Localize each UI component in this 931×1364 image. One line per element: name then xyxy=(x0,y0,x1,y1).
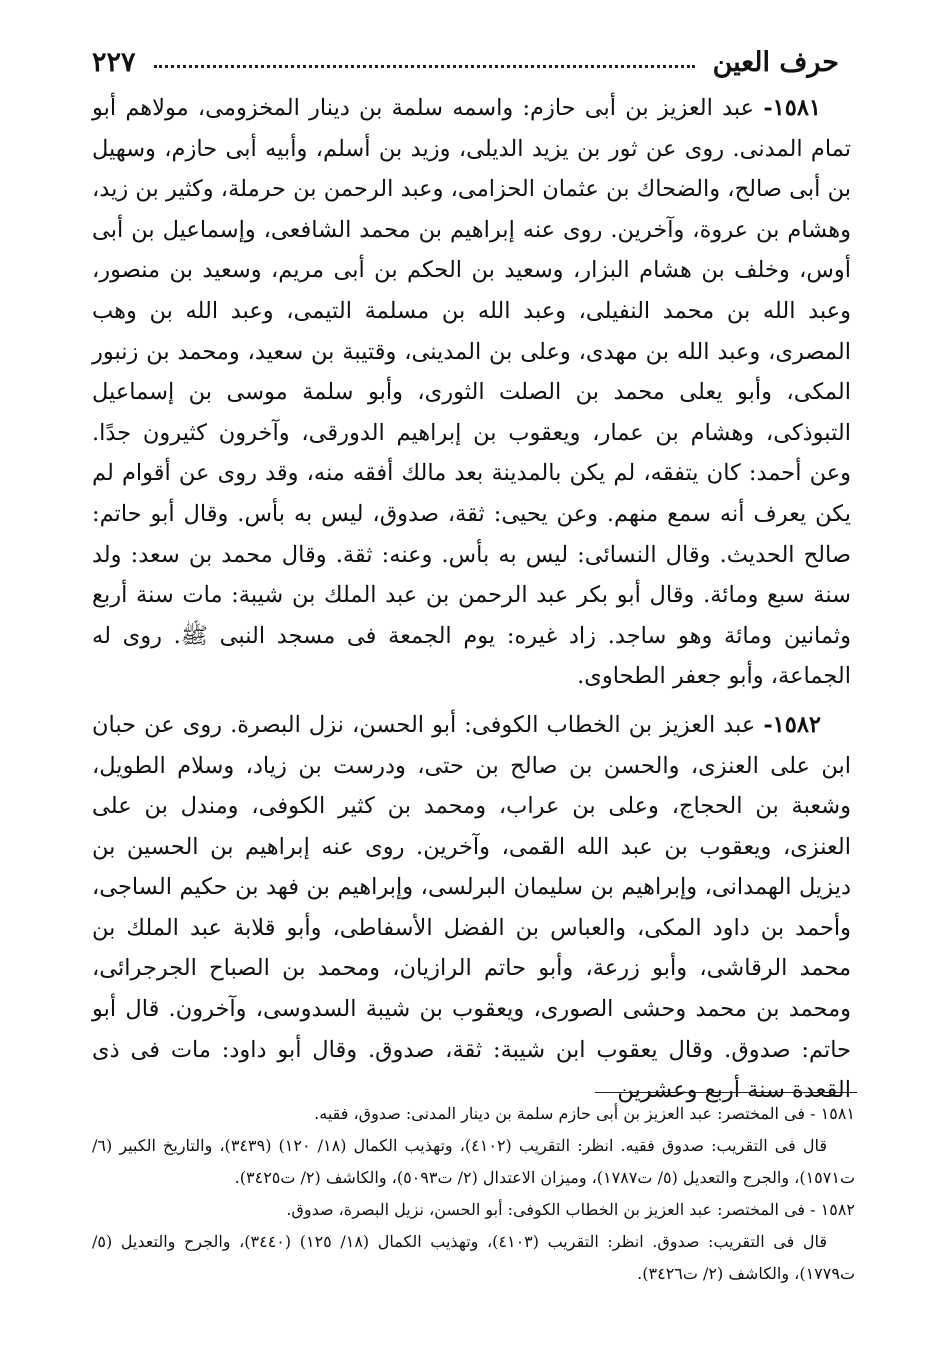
entry-1582 xyxy=(92,705,851,1111)
running-header xyxy=(92,40,839,84)
entry-number: ١٥٨٢- xyxy=(763,711,822,738)
footnotes xyxy=(92,1098,855,1290)
footnote-1582-sources: قال فى التقريب: صدوق. انظر: التقريب (٤١٠٣)، وتهذيب الكمال (١٨/ ١٢٥) (٣٤٤٠)، والجرح والتعديل (٥/ ت١٧٧٩)، والكاشف (٢/ ت٣٤٢٦). xyxy=(92,1232,855,1283)
main-text xyxy=(92,88,851,1119)
footnote-1582: ١٥٨٢ - فى المختصر: عبد العزيز بن الخطاب الكوفى: أبو الحسن، نزيل البصرة، صدوق. xyxy=(286,1200,855,1219)
dotted-leader xyxy=(154,65,695,68)
entry-text: عبد العزيز بن أبى حازم: واسمه سلمة بن دينار المخزومى، مولاهم أبو تمام المدنى. روى عن ثور بن يزيد الديلى، وزيد بن أسلم، وأبيه أبى حازم، وسهيل بن أبى صالح، والضحاك بن عثمان الحزامى، وعبد الرحمن بن حرملة، وكثير بن زيد، وهشام بن عروة، وآخرين. روى عنه إبراهيم بن محمد الشافعى، وإسماعيل بن أبى أوس، وخلف بن هشام البزار، وسعيد بن الحكم بن أبى مريم، وسعيد بن منصور، وعبد الله بن محمد النفيلى، وعبد الله بن مسلمة التيمى، وعبد الله بن وهب المصرى، وعبد الله بن مهدى، وعلى بن المدينى، وقتيبة بن سعيد، ومحمد بن زنبور المكى، وأبو يعلى محمد بن الصلت الثورى، وأبو سلمة موسى بن إسماعيل التبوذكى، وهشام بن عمار، ويعقوب بن إبراهيم الدورقى، وآخرون كثيرون جدًا. وعن أحمد: كان يتفقه، لم يكن بالمدينة بعد مالك أفقه منه، وقد روى عن أقوام لم يكن يعرف أنه سمع منهم. وعن يحيى: ثقة، صدوق، ليس به بأس. وقال أبو حاتم: صالح الحديث. وقال النسائى: ليس به بأس. وعنه: ثقة. وقال محمد بن سعد: ولد سنة سبع ومائة. وقال أبو بكر عبد الرحمن بن عبد الملك بن شيبة: مات سنة أربع وثمانين ومائة وهو ساجد. زاد غيره: يوم الجمعة فى مسجد النبى ﷺ. روى له الجماعة، وأبو جعفر الطحاوى. xyxy=(92,95,851,690)
entry-number: ١٥٨١- xyxy=(763,95,821,121)
page-number: ٢٢٧ xyxy=(92,46,136,78)
chapter-title: حرف العين xyxy=(712,46,839,78)
entry-1581 xyxy=(92,88,851,697)
entry-text: عبد العزيز بن الخطاب الكوفى: أبو الحسن، نزل البصرة. روى عن حبان ابن على العنزى، والحسن بن صالح بن حتى، ودرست بن زياد، وسلام الطويل، وشعبة بن الحجاج، وعلى بن عراب، ومحمد بن كثير الكوفى، ومندل بن على العنزى، ويعقوب بن عبد الله القمى، وآخرين. روى عنه إبراهيم بن الحسين بن ديزيل الهمدانى، وإبراهيم بن سليمان البرلسى، وإبراهيم بن فهد بن حكيم الساجى، وأحمد بن داود المكى، والعباس بن الفضل الأسفاطى، وأبو قلابة عبد الملك بن محمد الرقاشى، وأبو زرعة، وأبو حاتم الرازيان، ومحمد بن الصباح الجرجرائى، ومحمد بن محمد وحشى الصورى، ويعقوب بن شيبة السدوسى، وآخرون. قال أبو حاتم: صدوق. وقال يعقوب ابن شيبة: ثقة، صدوق. وقال أبو داود: مات فى ذى القعدة سنة أربع وعشرين xyxy=(92,711,851,1104)
footnote-1581: ١٥٨١ - فى المختصر: عبد العزيز بن أبى حازم سلمة بن دينار المدنى: صدوق، فقيه. xyxy=(314,1104,855,1123)
footnote-separator xyxy=(595,1092,857,1093)
footnote-1581-sources: قال فى التقريب: صدوق فقيه. انظر: التقريب (٤١٠٢)، وتهذيب الكمال (١٨/ ١٢٠) (٣٤٣٩)، والتاريخ الكبير (٦/ ت١٥٧١)، والجرح والتعديل (٥/ ت١٧٨٧)، وميزان الاعتدال (٢/ ت٥٠٩٣)، والكاشف (٢/ ت٣٤٢٥). xyxy=(92,1136,855,1187)
